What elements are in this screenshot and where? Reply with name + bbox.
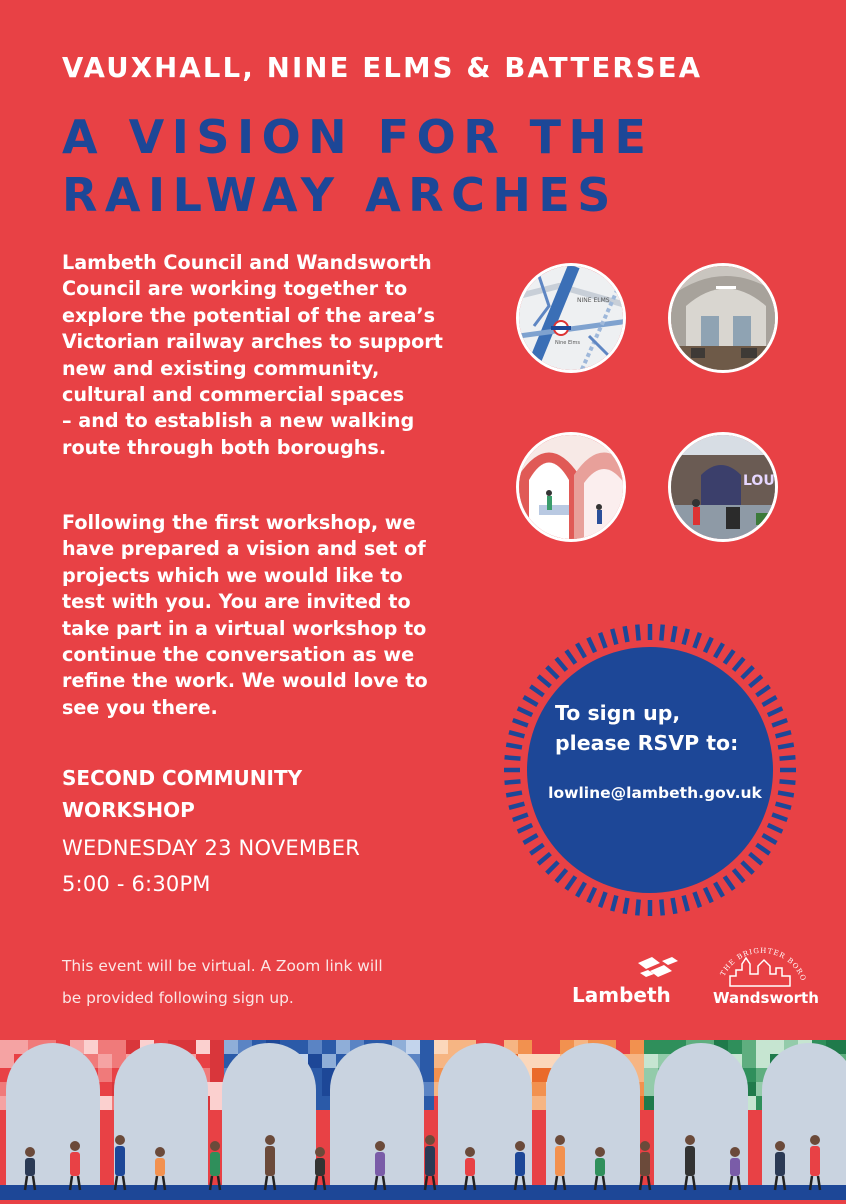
rsvp-badge-tick bbox=[734, 658, 744, 670]
rsvp-badge-tick bbox=[513, 720, 528, 725]
workshop-time: 5:00 - 6:30PM bbox=[62, 872, 211, 896]
mosaic-tile bbox=[210, 1068, 224, 1082]
rsvp-badge-tick bbox=[763, 835, 777, 843]
rsvp-badge-tick bbox=[566, 650, 575, 663]
rsvp-badge-tick bbox=[612, 896, 616, 911]
rsvp-badge-tick bbox=[637, 625, 638, 641]
rsvp-badge-tick bbox=[705, 888, 712, 903]
wandsworth-logo-text: Wandsworth bbox=[713, 989, 819, 1007]
rsvp-badge-tick bbox=[694, 892, 699, 907]
rsvp-badge-tick bbox=[778, 793, 794, 796]
mosaic-tile bbox=[742, 1040, 756, 1054]
mosaic-tile bbox=[728, 1040, 742, 1054]
railway-arches-illustration bbox=[0, 1040, 846, 1200]
virtual-event-note: This event will be virtual. A Zoom link will be provided following sign up. bbox=[62, 957, 383, 1007]
rsvp-badge-tick bbox=[530, 686, 543, 695]
rsvp-prompt: To sign up, please RSVP to: bbox=[555, 701, 739, 755]
mosaic-tile bbox=[210, 1082, 224, 1096]
wandsworth-logo-icon bbox=[712, 938, 812, 990]
railway-arch bbox=[762, 1043, 846, 1190]
mosaic-tile bbox=[210, 1096, 224, 1110]
map-area-label: NINE ELMS bbox=[577, 297, 610, 304]
mosaic-tile bbox=[644, 1040, 658, 1054]
location-subtitle: VAUXHALL, NINE ELMS & BATTERSEA bbox=[62, 52, 703, 84]
mosaic-tile bbox=[532, 1082, 546, 1096]
rsvp-badge-tick bbox=[734, 870, 744, 882]
rsvp-badge-tick bbox=[772, 814, 787, 819]
mosaic-tile bbox=[224, 1040, 238, 1054]
rsvp-badge-tick bbox=[506, 745, 522, 748]
street-scene-image bbox=[668, 432, 778, 542]
rsvp-badge-tick bbox=[750, 854, 762, 864]
rsvp-badge-tick bbox=[742, 667, 753, 678]
mosaic-tile bbox=[98, 1040, 112, 1054]
mosaic-tile bbox=[420, 1054, 434, 1068]
mosaic-tile bbox=[420, 1040, 434, 1054]
rsvp-badge-tick bbox=[780, 781, 796, 782]
lambeth-logo-icon bbox=[636, 955, 680, 981]
mosaic-tile bbox=[756, 1040, 770, 1054]
rsvp-badge-tick bbox=[661, 625, 662, 641]
mosaic-tile bbox=[308, 1054, 322, 1068]
mosaic-tile bbox=[0, 1040, 14, 1054]
mosaic-tile bbox=[406, 1040, 420, 1054]
rsvp-badge-tick bbox=[538, 676, 550, 686]
rsvp-badge-tick bbox=[715, 644, 723, 658]
rsvp-badge-tick bbox=[513, 814, 528, 819]
rsvp-badge-tick bbox=[776, 804, 791, 808]
arch-illustration-image bbox=[516, 432, 626, 542]
mosaic-tile bbox=[98, 1054, 112, 1068]
mosaic-tile bbox=[112, 1040, 126, 1054]
rsvp-badge-tick bbox=[588, 638, 595, 653]
mosaic-tile bbox=[532, 1096, 546, 1110]
rsvp-badge-tick bbox=[556, 870, 566, 882]
title-line-1: A VISION FOR THE bbox=[62, 110, 654, 164]
workshop-heading: SECOND COMMUNITY WORKSHOP bbox=[62, 766, 303, 822]
rsvp-badge-tick bbox=[661, 900, 662, 916]
mosaic-tile bbox=[840, 1040, 846, 1054]
mosaic-tile bbox=[546, 1040, 560, 1054]
rsvp-badge-tick bbox=[684, 629, 688, 644]
mosaic-tile bbox=[630, 1040, 644, 1054]
mosaic-tile bbox=[532, 1068, 546, 1082]
rsvp-badge-tick bbox=[673, 898, 676, 914]
rsvp-badge-tick bbox=[705, 638, 712, 653]
rsvp-badge-tick bbox=[547, 667, 558, 678]
rsvp-badge-tick bbox=[715, 883, 723, 897]
rsvp-badge-tick bbox=[556, 658, 566, 670]
wandsworth-tagline: THE BRIGHTER BORO bbox=[718, 946, 808, 983]
mosaic-tile bbox=[742, 1054, 756, 1068]
mosaic-tile bbox=[532, 1054, 546, 1068]
title-line-2: RAILWAY ARCHES bbox=[62, 168, 618, 222]
mosaic-tile bbox=[532, 1040, 546, 1054]
rsvp-badge-tick bbox=[566, 876, 575, 889]
rsvp-badge-tick bbox=[756, 686, 769, 695]
mosaic-tile bbox=[658, 1040, 672, 1054]
rsvp-badge-tick bbox=[577, 883, 585, 897]
rsvp-badge-tick bbox=[588, 888, 595, 903]
rsvp-badge-tick bbox=[509, 732, 524, 736]
mosaic-tile bbox=[0, 1054, 14, 1068]
rsvp-badge-tick bbox=[530, 845, 543, 854]
rsvp-badge-tick bbox=[524, 697, 538, 705]
workshop-date: WEDNESDAY 23 NOVEMBER bbox=[62, 836, 361, 860]
rsvp-badge-tick bbox=[768, 825, 783, 832]
rsvp-email-link[interactable]: lowline@lambeth.gov.uk bbox=[548, 784, 762, 802]
mosaic-tile bbox=[98, 1082, 112, 1096]
rsvp-badge-tick bbox=[750, 676, 762, 686]
rsvp-badge-tick bbox=[524, 835, 538, 843]
rsvp-badge-tick bbox=[518, 708, 533, 715]
mosaic-tile bbox=[336, 1040, 350, 1054]
svg-text:THE BRIGHTER BOROUGH bbox=[712, 938, 808, 983]
area-map-image bbox=[516, 263, 626, 373]
mosaic-tile bbox=[434, 1040, 448, 1054]
street-scene-sign-text: LOU bbox=[743, 473, 775, 489]
rsvp-badge-tick bbox=[600, 892, 605, 907]
rsvp-badge-tick bbox=[742, 862, 753, 873]
mosaic-tile bbox=[644, 1054, 658, 1068]
rsvp-badge-tick bbox=[547, 862, 558, 873]
mosaic-tile bbox=[756, 1054, 770, 1068]
rsvp-badge-tick bbox=[756, 845, 769, 854]
map-station-label: Nine Elms bbox=[555, 340, 580, 346]
rsvp-badge-tick bbox=[505, 757, 521, 758]
intro-paragraph-2: Following the first workshop, we have prepared a vision and set of projects which we would like to test with you. You are invited to take part in a virtual workshop to continue the conversation as we refine the work. We would love to see you there. bbox=[62, 511, 428, 719]
mosaic-tile bbox=[518, 1040, 532, 1054]
rsvp-badge-tick bbox=[725, 650, 734, 663]
mosaic-tile bbox=[98, 1068, 112, 1082]
intro-paragraph-1: Lambeth Council and Wandsworth Council are working together to explore the potential of the area’s Victorian railway arches to support new and existing community, cultural and commercial spaces – and to establish a new walking route through both boroughs. bbox=[62, 251, 443, 459]
page-title bbox=[62, 108, 782, 224]
rsvp-badge-tick bbox=[684, 896, 688, 911]
mosaic-tile bbox=[84, 1040, 98, 1054]
railway-arch bbox=[6, 1043, 100, 1190]
rsvp-badge-tick bbox=[538, 854, 550, 864]
rsvp-badge-tick bbox=[694, 633, 699, 648]
mosaic-tile bbox=[322, 1054, 336, 1068]
mosaic-tile bbox=[308, 1040, 322, 1054]
rsvp-badge-tick bbox=[600, 633, 605, 648]
rsvp-badge-tick bbox=[518, 825, 533, 832]
rsvp-badge-tick bbox=[625, 626, 628, 642]
lambeth-logo-text: Lambeth bbox=[572, 983, 671, 1007]
mosaic-tile bbox=[210, 1040, 224, 1054]
rsvp-badge-tick bbox=[625, 898, 628, 914]
rsvp-badge-tick bbox=[509, 804, 524, 808]
rsvp-badge bbox=[500, 620, 800, 920]
rsvp-badge-tick bbox=[505, 781, 521, 782]
mosaic-tile bbox=[98, 1096, 112, 1110]
rsvp-badge-tick bbox=[506, 793, 522, 796]
mosaic-tile bbox=[210, 1054, 224, 1068]
rsvp-badge-tick bbox=[577, 644, 585, 658]
rsvp-badge-tick bbox=[612, 629, 616, 644]
rsvp-badge-tick bbox=[637, 900, 638, 916]
arch-interior-image bbox=[668, 263, 778, 373]
rsvp-badge-tick bbox=[725, 876, 734, 889]
mosaic-tile bbox=[322, 1040, 336, 1054]
rsvp-badge-tick bbox=[673, 626, 676, 642]
mosaic-tile bbox=[196, 1040, 210, 1054]
